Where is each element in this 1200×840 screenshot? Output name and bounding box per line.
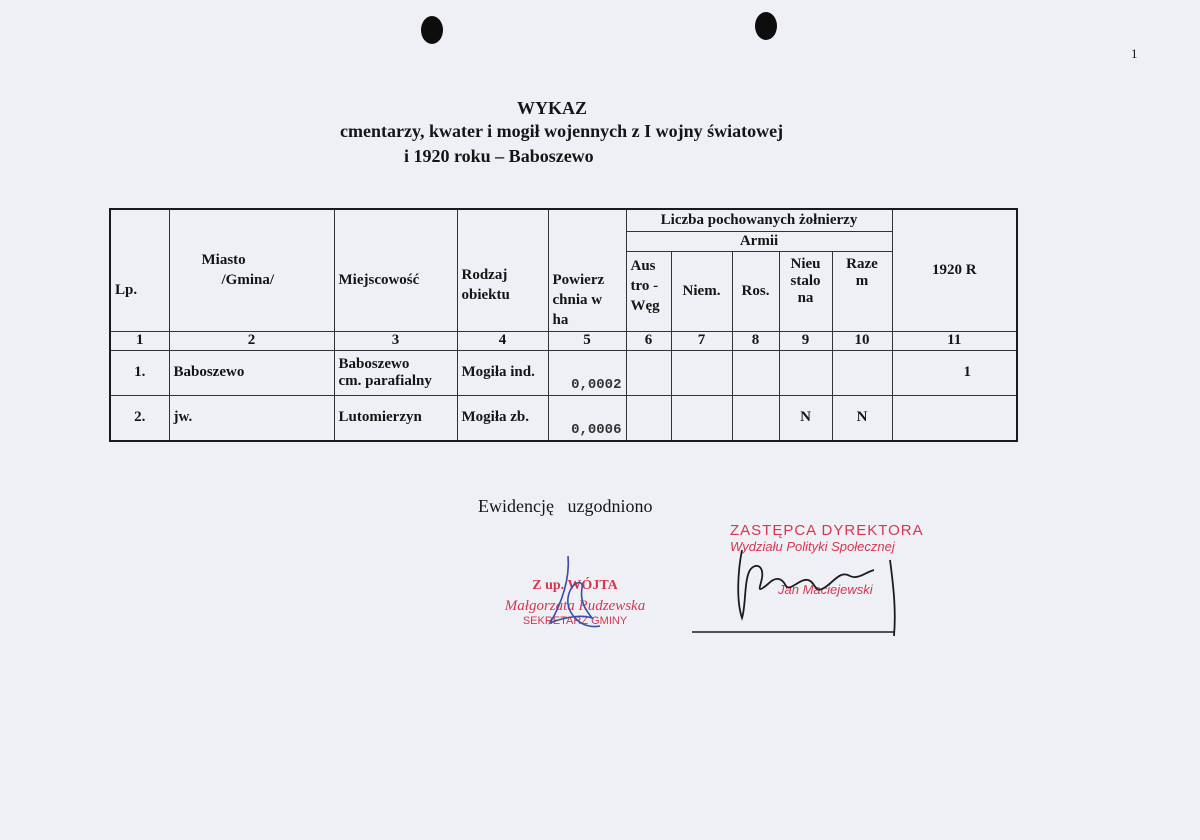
stamp-dyrektor-title: ZASTĘPCA DYREKTORA <box>730 522 924 539</box>
cell-austro <box>626 350 671 395</box>
cell-lp: 2. <box>110 395 169 441</box>
cell-nieustalona <box>779 350 832 395</box>
cell-powierzchnia: 0,0002 <box>548 350 626 395</box>
col-number: 1 <box>110 331 169 350</box>
col-number: 9 <box>779 331 832 350</box>
col-number: 8 <box>732 331 779 350</box>
cell-nieustalona: N <box>779 395 832 441</box>
table-row <box>110 350 1017 395</box>
col-number: 2 <box>169 331 334 350</box>
page-number: 1 <box>1131 46 1138 61</box>
cell-1920 <box>892 395 1017 441</box>
document-subtitle: cmentarzy, kwater i mogił wojennych z I wojny światowej <box>340 121 784 141</box>
header-austro: Aus tro - Węg <box>626 251 671 331</box>
header-ros: Ros. <box>732 251 779 331</box>
cell-ros <box>732 350 779 395</box>
cell-miejscowosc: Baboszewo cm. parafialny <box>334 350 457 395</box>
header-nieustalona: Nieu stalo na <box>779 251 832 331</box>
cell-niem <box>671 395 732 441</box>
header-razem: Raze m <box>832 251 892 331</box>
header-liczba: Liczba pochowanych żołnierzy <box>626 209 892 231</box>
stamp-wojt-role: SEKRETARZ GMINY <box>522 615 628 627</box>
header-miasto: Miasto /Gmina/ <box>169 209 334 331</box>
header-1920: 1920 R <box>892 209 1017 331</box>
stamp-wojt-name: Małgorzata Rudzewska <box>504 598 646 614</box>
cell-powierzchnia: 0,0006 <box>548 395 626 441</box>
cell-rodzaj: Mogiła ind. <box>457 350 548 395</box>
cell-lp: 1. <box>110 350 169 395</box>
document-subtitle-2: i 1920 roku – Baboszewo <box>404 146 594 166</box>
cell-rodzaj: Mogiła zb. <box>457 395 548 441</box>
header-rodzaj: Rodzaj obiektu <box>457 209 548 331</box>
stamp-dyrektor-dept: Wydziału Polityki Społecznej <box>730 539 895 554</box>
cell-razem <box>832 350 892 395</box>
header-lp: Lp. <box>110 209 169 331</box>
approval-text: Ewidencję uzgodniono <box>478 496 653 516</box>
cell-miasto: jw. <box>169 395 334 441</box>
column-number-row <box>110 331 1017 350</box>
document-title: WYKAZ <box>517 98 588 118</box>
graves-table <box>109 208 1018 442</box>
header-miejscowosc: Miejscowość <box>334 209 457 331</box>
col-number: 10 <box>832 331 892 350</box>
signature-wojt <box>540 548 620 638</box>
header-armii: Armii <box>626 231 892 251</box>
col-number: 6 <box>626 331 671 350</box>
cell-1920: 1 <box>892 350 1017 395</box>
stamp-wojt-title: Z up. WÓJTA <box>532 578 618 593</box>
cell-miasto: Baboszewo <box>169 350 334 395</box>
col-number: 5 <box>548 331 626 350</box>
stamp-dyrektor-name: Jan Maciejewski <box>778 582 873 597</box>
header-powierzchnia: Powierz chnia w ha <box>548 209 626 331</box>
cell-austro <box>626 395 671 441</box>
punch-hole-left <box>421 16 443 44</box>
punch-hole-right <box>755 12 777 40</box>
col-number: 7 <box>671 331 732 350</box>
cell-niem <box>671 350 732 395</box>
cell-razem: N <box>832 395 892 441</box>
cell-ros <box>732 395 779 441</box>
col-number: 11 <box>892 331 1017 350</box>
cell-miejscowosc: Lutomierzyn <box>334 395 457 441</box>
col-number: 4 <box>457 331 548 350</box>
table-row <box>110 395 1017 441</box>
signature-dyrektor <box>690 540 910 640</box>
col-number: 3 <box>334 331 457 350</box>
header-niem: Niem. <box>671 251 732 331</box>
